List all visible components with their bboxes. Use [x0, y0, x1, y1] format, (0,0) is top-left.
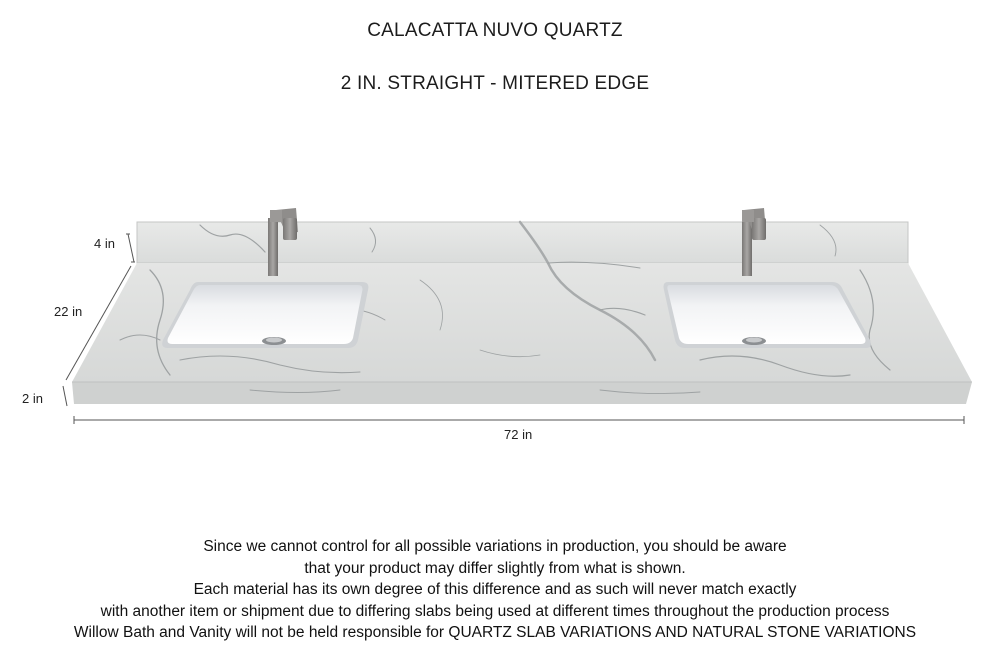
depth-label: 22 in: [54, 304, 83, 319]
disclaimer-line: Each material has its own degree of this difference and as such will never match exactly: [193, 581, 797, 598]
disclaimer-line: with another item or shipment due to differing slabs being used at different times throughout the production process: [100, 602, 890, 620]
backsplash-height-label: 4 in: [94, 236, 115, 251]
backsplash: [137, 222, 908, 263]
product-title: CALACATTA NUVO QUARTZ: [367, 20, 623, 41]
variation-disclaimer: [0, 536, 990, 644]
disclaimer-line: Willow Bath and Vanity will not be held responsible for QUARTZ SLAB VARIATIONS AND NATURAL STONE VARIATIONS: [73, 624, 917, 641]
edge-style-subtitle: 2 IN. STRAIGHT - MITERED EDGE: [340, 73, 650, 94]
disclaimer-line: that your product may differ slightly from what is shown.: [304, 559, 686, 577]
width-label: 72 in: [504, 427, 533, 442]
countertop-front-edge: [72, 382, 972, 404]
edge-thickness-label: 2 in: [22, 391, 43, 406]
vanity-top-illustration: [0, 190, 990, 450]
right-sink: [664, 282, 871, 348]
disclaimer-line: Since we cannot control for all possible variations in production, you should be aware: [203, 538, 787, 555]
left-sink: [162, 282, 368, 348]
